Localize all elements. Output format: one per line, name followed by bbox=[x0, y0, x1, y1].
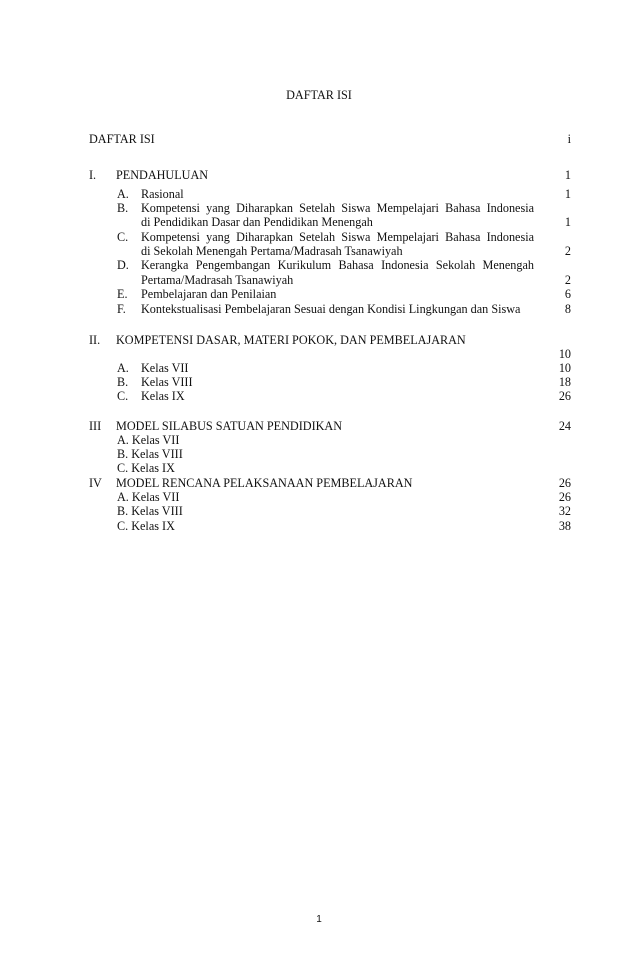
subitem-page: 10 bbox=[558, 361, 571, 375]
toc-page-daftar-isi: i bbox=[567, 132, 571, 146]
chapter-title: KOMPETENSI DASAR, MATERI POKOK, DAN PEMBELAJARAN bbox=[116, 333, 466, 347]
subitem-letter: A. bbox=[117, 361, 129, 375]
subitem-letter: C. bbox=[117, 389, 129, 403]
subitem-text: B. Kelas VIII bbox=[117, 504, 183, 518]
subitem-text: Kelas IX bbox=[141, 389, 185, 403]
chapter-number: III bbox=[89, 419, 102, 433]
chapter-title: MODEL SILABUS SATUAN PENDIDIKAN bbox=[116, 419, 343, 433]
subitem-text-continuation: di Pendidikan Dasar dan Pendidikan Menengah bbox=[141, 215, 373, 229]
subitem-text-continuation: di Sekolah Menengah Pertama/Madrasah Tsanawiyah bbox=[141, 244, 403, 258]
subitem-text: A. Kelas VII bbox=[117, 433, 180, 447]
subitem-text: Kontekstualisasi Pembelajaran Sesuai dengan Kondisi Lingkungan dan Siswa bbox=[141, 302, 521, 316]
subitem-page: 38 bbox=[558, 519, 571, 533]
subitem-letter: B. bbox=[117, 375, 129, 389]
subitem-text: B. Kelas VIII bbox=[117, 447, 183, 461]
subitem-text: Kelas VII bbox=[141, 361, 189, 375]
subitem-letter: D. bbox=[117, 258, 129, 272]
footer-page-number: 1 bbox=[316, 914, 322, 925]
subitem-letter: B. bbox=[117, 201, 129, 215]
subitem-page: 1 bbox=[564, 187, 571, 201]
chapter-number: I. bbox=[89, 168, 97, 182]
subitem-page: 32 bbox=[558, 504, 571, 518]
chapter-page: 26 bbox=[558, 476, 571, 490]
chapter-page: 1 bbox=[564, 168, 571, 182]
chapter-page: 24 bbox=[558, 419, 571, 433]
subitem-letter: F. bbox=[117, 302, 126, 316]
subitem-letter: A. bbox=[117, 187, 129, 201]
subitem-text-continuation: Pertama/Madrasah Tsanawiyah bbox=[141, 273, 294, 287]
subitem-page: 26 bbox=[558, 389, 571, 403]
subitem-text: Kerangka Pengembangan Kurikulum Bahasa Indonesia Sekolah Menengah bbox=[141, 258, 534, 272]
chapter-page: 10 bbox=[558, 347, 571, 361]
subitem-text: C. Kelas IX bbox=[117, 461, 175, 475]
page-title: DAFTAR ISI bbox=[286, 88, 352, 102]
subitem-text: Rasional bbox=[141, 187, 184, 201]
subitem-page: 2 bbox=[564, 273, 571, 287]
subitem-text: C. Kelas IX bbox=[117, 519, 175, 533]
chapter-title: MODEL RENCANA PELAKSANAAN PEMBELAJARAN bbox=[116, 476, 413, 490]
subitem-page: 8 bbox=[564, 302, 571, 316]
subitem-page: 6 bbox=[564, 287, 571, 301]
chapter-number: II. bbox=[89, 333, 101, 347]
subitem-text: Kompetensi yang Diharapkan Setelah Siswa Mempelajari Bahasa Indonesia bbox=[141, 201, 534, 215]
subitem-letter: E. bbox=[117, 287, 128, 301]
subitem-text: Pembelajaran dan Penilaian bbox=[141, 287, 277, 301]
subitem-letter: C. bbox=[117, 230, 129, 244]
subitem-text: A. Kelas VII bbox=[117, 490, 180, 504]
subitem-text: Kelas VIII bbox=[141, 375, 193, 389]
subitem-page: 18 bbox=[558, 375, 571, 389]
subitem-text: Kompetensi yang Diharapkan Setelah Siswa Mempelajari Bahasa Indonesia bbox=[141, 230, 534, 244]
subitem-page: 1 bbox=[564, 215, 571, 229]
subitem-page: 26 bbox=[558, 490, 571, 504]
subitem-page: 2 bbox=[564, 244, 571, 258]
chapter-title: PENDAHULUAN bbox=[116, 168, 209, 182]
chapter-number: IV bbox=[89, 476, 102, 490]
toc-entry-daftar-isi: DAFTAR ISI bbox=[89, 132, 155, 146]
